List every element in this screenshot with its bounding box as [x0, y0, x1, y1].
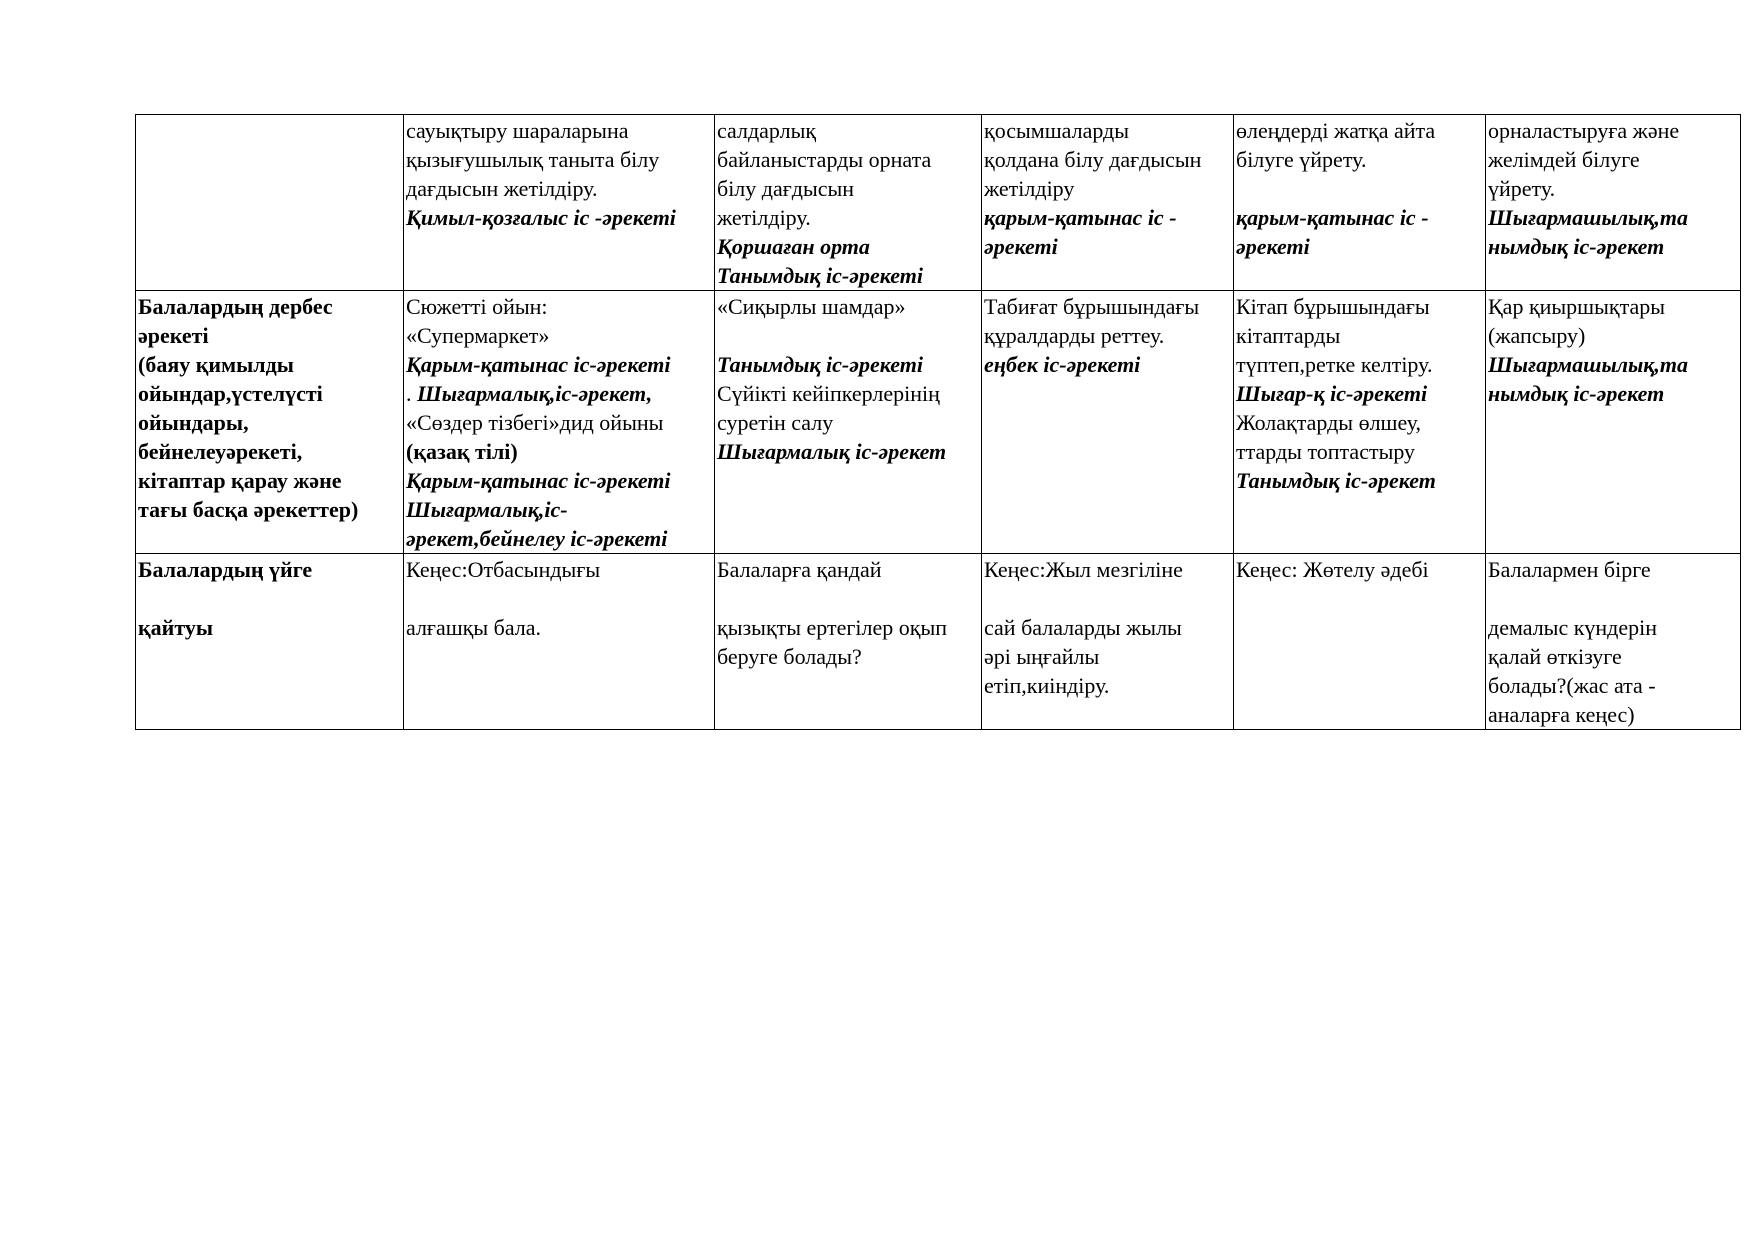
cell-text-line [406, 408, 712, 437]
cell-text: Шығармашылық,та [1488, 352, 1689, 377]
cell-text-line [406, 145, 712, 174]
cell-text-line [406, 495, 712, 524]
cell-text-line [406, 174, 712, 203]
cell-text-line [138, 613, 401, 642]
cell-text-line [406, 584, 712, 613]
cell-text: Шығармалық,іс- [406, 497, 568, 522]
cell-text: Балалардың дербес [138, 294, 333, 319]
cell-text: Сюжетті ойын: [406, 294, 548, 319]
cell-text: суретін салу [717, 410, 834, 435]
table-cell [404, 115, 715, 291]
cell-text: байланыстарды орната [717, 147, 932, 172]
cell-text-line [406, 116, 712, 145]
cell-text: аналарға кеңес) [1488, 702, 1635, 727]
cell-text-line [984, 350, 1231, 379]
cell-text-line [717, 145, 979, 174]
cell-text-line [138, 495, 401, 524]
cell-text-line [1488, 379, 1738, 408]
cell-text: кітаптарды [1236, 323, 1341, 348]
cell-text: жетілдіру. [717, 205, 811, 230]
cell-text-line [1236, 321, 1483, 350]
cell-text-line [138, 350, 401, 379]
cell-text: нымдық іс-әрекет [1488, 234, 1665, 259]
cell-text: қолдана білу дағдысын [984, 147, 1202, 172]
cell-text-line [984, 642, 1231, 671]
cell-text: еңбек іс-әрекеті [984, 352, 1141, 377]
cell-text-line [717, 174, 979, 203]
cell-text-line [1488, 292, 1738, 321]
table-cell [715, 115, 982, 291]
cell-text: Қимыл-қозғалыс іс -әрекеті [406, 205, 676, 230]
cell-text: Сүйікті кейіпкерлерінің [717, 381, 940, 406]
table-row [136, 554, 1741, 730]
cell-text-line [406, 203, 712, 232]
table-cell [982, 554, 1234, 730]
cell-text: жетілдіру [984, 176, 1075, 201]
cell-text-line [406, 292, 712, 321]
cell-text-line [717, 584, 979, 613]
cell-text: «Сөздер тізбегі»дид ойыны [406, 410, 664, 435]
cell-text-line [984, 232, 1231, 261]
cell-text-line [984, 292, 1231, 321]
cell-text: Шығармашылық,та [1488, 205, 1689, 230]
cell-text-line [406, 379, 712, 408]
cell-text-line [717, 232, 979, 261]
row-header-cell [136, 291, 404, 554]
cell-text: әрекеті [138, 323, 209, 348]
cell-text-line [1488, 584, 1738, 613]
cell-text-line [1236, 437, 1483, 466]
cell-text: . [406, 381, 417, 406]
cell-text: Қар қиыршықтары [1488, 294, 1666, 319]
cell-text-line [1236, 203, 1483, 232]
table-row [136, 291, 1741, 554]
cell-text-line [1236, 466, 1483, 495]
cell-text-line [1488, 321, 1738, 350]
table-cell [1234, 115, 1486, 291]
table-cell [1486, 554, 1741, 730]
cell-text-line [406, 466, 712, 495]
cell-text: білуге үйрету. [1236, 147, 1367, 172]
cell-text: қарым-қатынас іс - [984, 205, 1177, 230]
cell-text: Қарым-қатынас іс-әрекеті [406, 468, 671, 493]
cell-text-line [1236, 555, 1483, 584]
cell-text-line [984, 584, 1231, 613]
cell-text: салдарлық [717, 118, 817, 143]
table-cell [1234, 554, 1486, 730]
cell-text-line [1236, 174, 1483, 203]
cell-text-line [138, 584, 401, 613]
cell-text-line [1488, 671, 1738, 700]
table-cell [136, 115, 404, 291]
cell-text-line [1236, 145, 1483, 174]
cell-text: әрі ыңғайлы [984, 644, 1100, 669]
table-cell [982, 291, 1234, 554]
cell-text: (қазақ тілі) [406, 439, 518, 464]
cell-text: алғашқы бала. [406, 615, 542, 640]
cell-text-line [1488, 203, 1738, 232]
cell-text: Шығар-қ іс-әрекеті [1236, 381, 1428, 406]
cell-text: әрекеті [1236, 234, 1310, 259]
cell-text-line [717, 613, 979, 642]
cell-text-line [717, 555, 979, 584]
daily-plan-table [135, 114, 1741, 730]
cell-text-line [1488, 350, 1738, 379]
cell-text-line [406, 350, 712, 379]
cell-text: қалай өткізуге [1488, 644, 1622, 669]
cell-text-line [406, 321, 712, 350]
cell-text: сауықтыру шараларына [406, 118, 629, 143]
cell-text: Балаларға қандай [717, 557, 882, 582]
cell-text: Кеңес: Жөтелу әдебі [1236, 557, 1429, 582]
cell-text-line [1488, 642, 1738, 671]
cell-text: ойындары, [138, 410, 249, 435]
cell-text-line [717, 350, 979, 379]
cell-text: сай балаларды жылы [984, 615, 1182, 640]
cell-text-line [1236, 350, 1483, 379]
table-cell [1486, 115, 1741, 291]
cell-text: өлеңдерді жатқа айта [1236, 118, 1436, 143]
cell-text-line [1236, 116, 1483, 145]
cell-text: Кеңес:Жыл мезгіліне [984, 557, 1183, 582]
cell-text-line [1488, 174, 1738, 203]
cell-text: ойындар,үстелүсті [138, 381, 323, 406]
cell-text: Танымдық іс-әрекеті [717, 352, 923, 377]
cell-text-line [984, 321, 1231, 350]
cell-text: Табиғат бұрышындағы [984, 294, 1200, 319]
cell-text: әрекет,бейнелеу іс-әрекеті [406, 526, 668, 551]
cell-text: қызықты ертегілер оқып [717, 615, 948, 640]
table-cell [404, 291, 715, 554]
cell-text-line [984, 671, 1231, 700]
cell-text: Кеңес:Отбасындығы [406, 557, 601, 582]
cell-text-line [138, 466, 401, 495]
cell-text-line [406, 555, 712, 584]
cell-text-line [717, 642, 979, 671]
cell-text-line [406, 437, 712, 466]
cell-text: Шығармалық іс-әрекет [717, 439, 947, 464]
table-cell [1486, 291, 1741, 554]
cell-text-line [717, 292, 979, 321]
cell-text: Қарым-қатынас іс-әрекеті [406, 352, 671, 377]
cell-text-line [1488, 116, 1738, 145]
cell-text: қайтуы [138, 615, 214, 640]
cell-text-line [984, 174, 1231, 203]
row-header-cell [136, 554, 404, 730]
cell-text-line [984, 203, 1231, 232]
cell-text: Қоршаған орта [717, 234, 870, 259]
cell-text-line [1236, 292, 1483, 321]
cell-text-line [717, 379, 979, 408]
cell-text: «Супермаркет» [406, 323, 550, 348]
table-cell [1234, 291, 1486, 554]
cell-text: етіп,киіндіру. [984, 673, 1110, 698]
cell-text-line [138, 292, 401, 321]
cell-text: білу дағдысын [717, 176, 855, 201]
cell-text: Балалардың үйге [138, 557, 313, 582]
cell-text-line [1236, 232, 1483, 261]
cell-text: қызығушылық таныта білу [406, 147, 660, 172]
cell-text: демалыс күндерін [1488, 615, 1658, 640]
table-row [136, 115, 1741, 291]
cell-text-line [984, 145, 1231, 174]
cell-text-line [1488, 613, 1738, 642]
cell-text: (жапсыру) [1488, 323, 1586, 348]
cell-text: желімдей білуге [1488, 147, 1640, 172]
cell-text: құралдарды реттеу. [984, 323, 1165, 348]
cell-text: кітаптар қарау және [138, 468, 342, 493]
cell-text: бейнелеуәрекеті, [138, 439, 303, 464]
cell-text-line [717, 321, 979, 350]
cell-text-line [1488, 232, 1738, 261]
cell-text-line [138, 321, 401, 350]
cell-text: дағдысын жетілдіру. [406, 176, 598, 201]
cell-text: қарым-қатынас іс - [1236, 205, 1429, 230]
cell-text: болады?(жас ата - [1488, 673, 1656, 698]
cell-text-line [717, 261, 979, 290]
cell-text: ттарды топтастыру [1236, 439, 1416, 464]
cell-text-line [406, 524, 712, 553]
cell-text-line [984, 613, 1231, 642]
cell-text-line [1236, 379, 1483, 408]
cell-text: «Сиқырлы шамдар» [717, 294, 906, 319]
cell-text: нымдық іс-әрекет [1488, 381, 1665, 406]
cell-text: беруге болады? [717, 644, 862, 669]
cell-text: (баяу қимылды [138, 352, 294, 377]
cell-text: әрекеті [984, 234, 1058, 259]
cell-text: Шығармалық,іс-әрекет, [417, 381, 653, 406]
cell-text-line [138, 437, 401, 466]
cell-text-line [984, 116, 1231, 145]
cell-text-line [138, 555, 401, 584]
table-cell [404, 554, 715, 730]
table-cell [715, 291, 982, 554]
cell-text: Танымдық іс-әрекет [1236, 468, 1436, 493]
cell-text-line [984, 555, 1231, 584]
cell-text: орналастыруға және [1488, 118, 1680, 143]
cell-text-line [717, 203, 979, 232]
cell-text-line [1488, 555, 1738, 584]
cell-text: Балалармен бірге [1488, 557, 1651, 582]
table-cell [715, 554, 982, 730]
cell-text-line [717, 116, 979, 145]
table-cell [982, 115, 1234, 291]
cell-text: тағы басқа әрекеттер) [138, 497, 359, 522]
cell-text-line [717, 437, 979, 466]
cell-text-line [1236, 408, 1483, 437]
cell-text: қосымшаларды [984, 118, 1130, 143]
cell-text-line [138, 408, 401, 437]
cell-text-line [406, 613, 712, 642]
cell-text-line [1488, 700, 1738, 729]
cell-text-line [138, 379, 401, 408]
cell-text: Танымдық іс-әрекеті [717, 263, 923, 288]
cell-text: үйрету. [1488, 176, 1556, 201]
cell-text: Кітап бұрышындағы [1236, 294, 1430, 319]
cell-text-line [1488, 145, 1738, 174]
cell-text: Жолақтарды өлшеу, [1236, 410, 1422, 435]
cell-text: түптеп,ретке келтіру. [1236, 352, 1433, 377]
cell-text-line [717, 408, 979, 437]
